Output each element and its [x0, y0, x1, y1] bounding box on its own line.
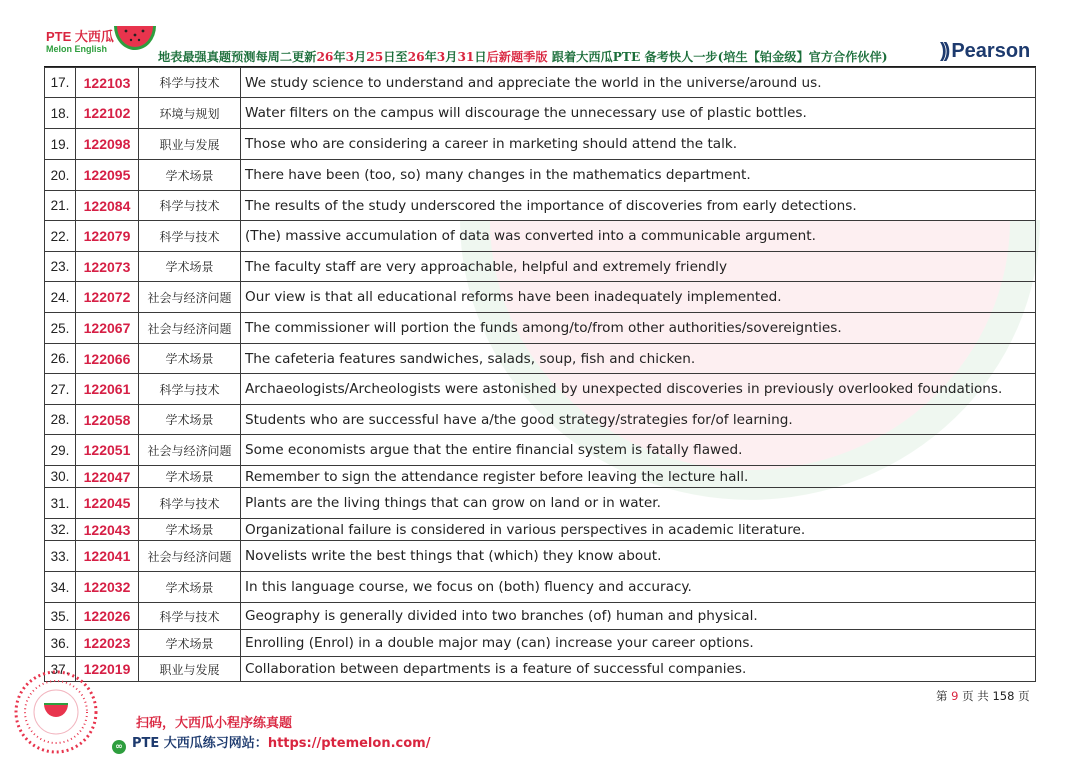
table-row: [45, 282, 1036, 313]
page-label: 第: [936, 689, 948, 703]
table-row: [45, 519, 1036, 541]
pearson-logo: [940, 40, 1030, 66]
row-number: 30.: [45, 466, 76, 488]
row-number: 20.: [45, 160, 76, 191]
row-number: 37.: [45, 657, 76, 682]
row-number: 31.: [45, 488, 76, 519]
sentence-text: There have been (too, so) many changes in the mathematics department.: [241, 160, 1036, 191]
category: 科学与技术: [139, 488, 241, 519]
question-id: 122067: [76, 313, 139, 344]
category: 职业与发展: [139, 657, 241, 682]
pearson-mark-icon: )): [940, 40, 948, 62]
category: 学术场景: [139, 405, 241, 435]
row-number: 36.: [45, 630, 76, 657]
banner-number: 25: [366, 50, 384, 64]
banner-text: 月: [445, 50, 458, 64]
banner-text: 日: [474, 50, 487, 64]
table-row: [45, 466, 1036, 488]
category: 学术场景: [139, 466, 241, 488]
question-id: 122019: [76, 657, 139, 682]
category: 学术场景: [139, 344, 241, 374]
banner-highlight: 后新题季版: [486, 50, 548, 64]
table-row: [45, 374, 1036, 405]
row-number: 21.: [45, 191, 76, 221]
sentence-text: Archaeologists/Archeologists were astonished by unexpected discoveries in previously overlooked foundations.: [241, 374, 1036, 405]
table-row: [45, 98, 1036, 129]
category: 学术场景: [139, 572, 241, 603]
sentence-text: Students who are successful have a/the good strategy/strategies for/of learning.: [241, 405, 1036, 435]
question-id: 122073: [76, 252, 139, 282]
banner-text: 年: [333, 50, 346, 64]
sentence-text: Those who are considering a career in marketing should attend the talk.: [241, 129, 1036, 160]
site-url-link[interactable]: https://ptemelon.com/: [267, 736, 431, 751]
row-number: 34.: [45, 572, 76, 603]
table-row: [45, 129, 1036, 160]
mini-program-code-icon[interactable]: [12, 668, 100, 756]
page-label: 页: [1018, 689, 1030, 703]
category: 社会与经济问题: [139, 282, 241, 313]
banner-number: 3: [345, 50, 355, 64]
sentence-text: In this language course, we focus on (both) fluency and accuracy.: [241, 572, 1036, 603]
question-id: 122023: [76, 630, 139, 657]
page-current: 9: [951, 689, 959, 703]
sentence-text: Organizational failure is considered in various perspectives in academic literature.: [241, 519, 1036, 541]
table-row: [45, 630, 1036, 657]
banner-text: 月: [354, 50, 367, 64]
category: 社会与经济问题: [139, 435, 241, 466]
category: 学术场景: [139, 160, 241, 191]
sentence-text: The results of the study underscored the importance of discoveries from early detections.: [241, 191, 1036, 221]
page-header: [0, 0, 1080, 70]
banner-number: 26: [316, 50, 334, 64]
question-id: 122041: [76, 541, 139, 572]
sentence-text: Plants are the living things that can grow on land or in water.: [241, 488, 1036, 519]
page-number: [936, 688, 1030, 704]
category: 科学与技术: [139, 191, 241, 221]
sentence-text: Collaboration between departments is a feature of successful companies.: [241, 657, 1036, 682]
question-id: 122058: [76, 405, 139, 435]
banner-text: 跟着大西瓜PTE 备考快人一步(培生【铂金级】官方合作伙伴): [547, 50, 888, 64]
row-number: 27.: [45, 374, 76, 405]
table-row: [45, 488, 1036, 519]
sentence-text: Our view is that all educational reforms have been inadequately implemented.: [241, 282, 1036, 313]
question-id: 122098: [76, 129, 139, 160]
row-number: 23.: [45, 252, 76, 282]
sentence-text: Enrolling (Enrol) in a double major may (can) increase your career options.: [241, 630, 1036, 657]
table-row: [45, 313, 1036, 344]
row-number: 35.: [45, 603, 76, 630]
row-number: 18.: [45, 98, 76, 129]
category: 科学与技术: [139, 374, 241, 405]
question-id: 122047: [76, 466, 139, 488]
category: 学术场景: [139, 252, 241, 282]
table-row: [45, 252, 1036, 282]
table-body: [45, 68, 1036, 682]
row-number: 28.: [45, 405, 76, 435]
row-number: 25.: [45, 313, 76, 344]
header-banner: [158, 48, 944, 65]
watermelon-icon: [112, 22, 158, 54]
question-id: 122045: [76, 488, 139, 519]
table-row: [45, 657, 1036, 682]
sentence-text: The cafeteria features sandwiches, salads, soup, fish and chicken.: [241, 344, 1036, 374]
row-number: 32.: [45, 519, 76, 541]
table-row: [45, 435, 1036, 466]
sentence-text: The faculty staff are very approachable, helpful and extremely friendly: [241, 252, 1036, 282]
question-id: 122079: [76, 221, 139, 252]
category: 学术场景: [139, 630, 241, 657]
banner-number: 31: [457, 50, 475, 64]
questions-table: [44, 67, 1036, 682]
question-id: 122043: [76, 519, 139, 541]
logo: [46, 30, 114, 55]
sentence-text: The commissioner will portion the funds among/to/from other authorities/sovereignties.: [241, 313, 1036, 344]
banner-text: 地表最强真题预测每周二更新: [158, 50, 317, 64]
question-id: 122032: [76, 572, 139, 603]
sentence-text: Remember to sign the attendance register before leaving the lecture hall.: [241, 466, 1036, 488]
category: 环境与规划: [139, 98, 241, 129]
question-id: 122061: [76, 374, 139, 405]
sentence-text: Some economists argue that the entire financial system is fatally flawed.: [241, 435, 1036, 466]
logo-title: PTE 大西瓜: [46, 29, 114, 44]
question-id: 122026: [76, 603, 139, 630]
table-row: [45, 572, 1036, 603]
row-number: 26.: [45, 344, 76, 374]
page-label: 页 共: [962, 689, 989, 703]
question-id: 122103: [76, 68, 139, 98]
category: 社会与经济问题: [139, 541, 241, 572]
table-row: [45, 68, 1036, 98]
question-id: 122066: [76, 344, 139, 374]
table-row: [45, 405, 1036, 435]
question-id: 122051: [76, 435, 139, 466]
row-number: 33.: [45, 541, 76, 572]
category: 职业与发展: [139, 129, 241, 160]
site-label: PTE 大西瓜练习网站：: [132, 736, 268, 751]
category: 科学与技术: [139, 221, 241, 252]
table-row: [45, 603, 1036, 630]
sentence-text: Geography is generally divided into two branches (of) human and physical.: [241, 603, 1036, 630]
table-row: [45, 160, 1036, 191]
row-number: 17.: [45, 68, 76, 98]
logo-subtitle: Melon English: [46, 44, 108, 54]
row-number: 22.: [45, 221, 76, 252]
banner-text: 日至: [383, 50, 408, 64]
sentence-text: Water filters on the campus will discourage the unnecessary use of plastic bottles.: [241, 98, 1036, 129]
footer-site: [112, 732, 430, 754]
page-total: 158: [992, 689, 1015, 703]
sentence-text: We study science to understand and appreciate the world in the universe/around us.: [241, 68, 1036, 98]
question-id: 122102: [76, 98, 139, 129]
banner-number: 26: [407, 50, 425, 64]
table-row: [45, 344, 1036, 374]
row-number: 19.: [45, 129, 76, 160]
banner-text: 年: [424, 50, 437, 64]
sentence-text: (The) massive accumulation of data was converted into a communicable argument.: [241, 221, 1036, 252]
sentence-text: Novelists write the best things that (which) they know about.: [241, 541, 1036, 572]
category: 科学与技术: [139, 603, 241, 630]
link-icon: ∞: [112, 740, 126, 754]
question-id: 122095: [76, 160, 139, 191]
row-number: 29.: [45, 435, 76, 466]
row-number: 24.: [45, 282, 76, 313]
footer-scan-text: 扫码，大西瓜小程序练真题: [136, 716, 293, 731]
question-id: 122084: [76, 191, 139, 221]
table-row: [45, 221, 1036, 252]
category: 社会与经济问题: [139, 313, 241, 344]
brand-name: Pearson: [951, 40, 1031, 62]
category: 科学与技术: [139, 68, 241, 98]
table-row: [45, 541, 1036, 572]
question-id: 122072: [76, 282, 139, 313]
table-row: [45, 191, 1036, 221]
category: 学术场景: [139, 519, 241, 541]
banner-number: 3: [436, 50, 446, 64]
